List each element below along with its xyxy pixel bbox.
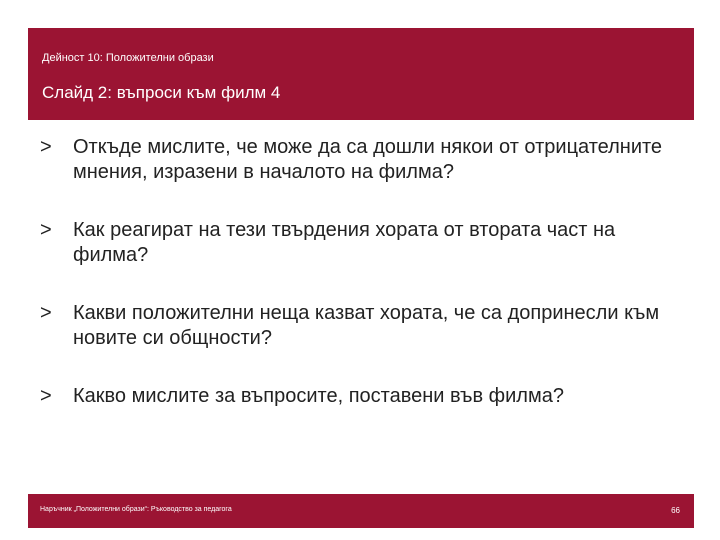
question-item	[40, 301, 680, 351]
activity-label: Дейност 10: Положителни образи	[42, 52, 214, 64]
question-list	[40, 135, 680, 409]
bullet-marker-icon: >	[40, 136, 52, 158]
question-text: Какво мислите за въпросите, поставени във филма?	[73, 385, 564, 407]
bullet-marker-icon: >	[40, 302, 52, 324]
slide-header	[28, 28, 694, 120]
question-text: Какви положителни неща казват хората, че са допринесли към новите си общности?	[73, 302, 660, 349]
question-item	[40, 384, 680, 409]
footer-source: Наръчник „Положителни образи“: Ръководство за педагога	[40, 506, 232, 513]
slide-footer	[28, 494, 694, 528]
question-text: Откъде мислите, че може да са дошли някои от отрицателните мнения, изразени в началото на филма?	[73, 136, 663, 183]
page-number: 66	[671, 506, 680, 515]
question-item	[40, 135, 680, 185]
slide-title: Слайд 2: въпроси към филм 4	[42, 83, 281, 102]
question-item	[40, 218, 680, 268]
bullet-marker-icon: >	[40, 219, 52, 241]
bullet-marker-icon: >	[40, 385, 52, 407]
question-text: Как реагират на тези твърдения хората от втората част на филма?	[73, 219, 616, 266]
